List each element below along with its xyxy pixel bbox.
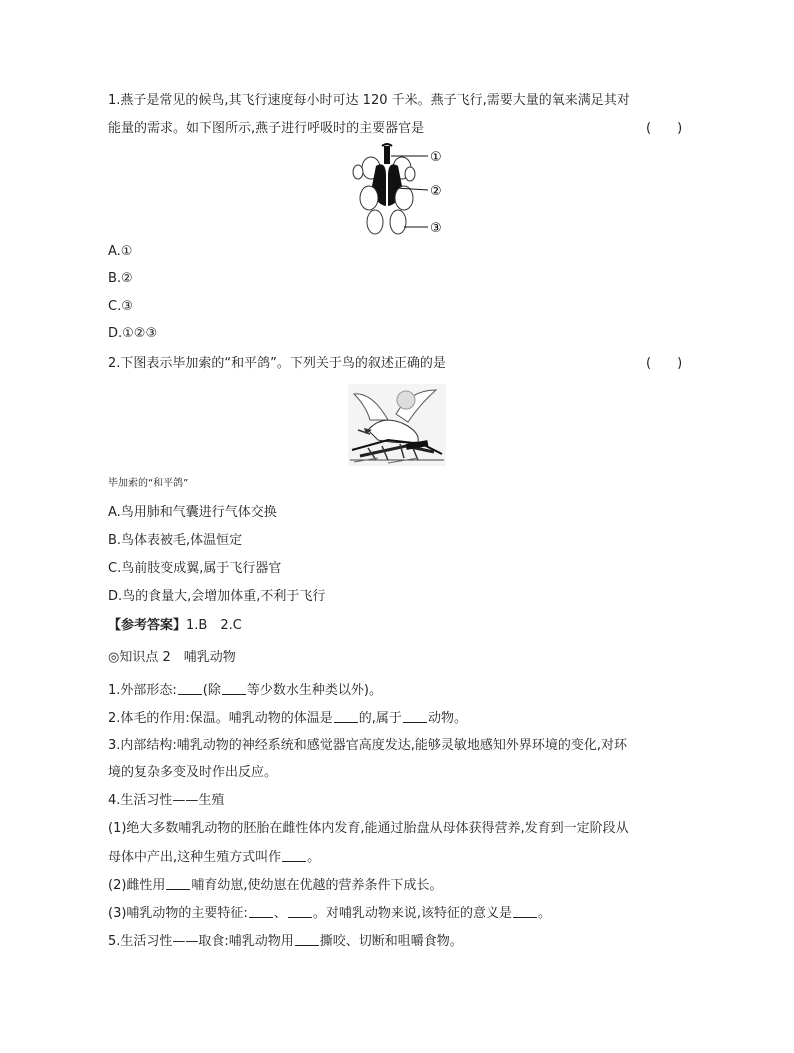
q2-option-a: A.鸟用肺和气囊进行气体交换 xyxy=(108,505,277,520)
air-sac-abdominal-right xyxy=(390,210,406,234)
item-4-2: (2)雌性用 哺育幼崽,使幼崽在优越的营养条件下成长。 xyxy=(108,878,443,893)
bird-respiratory-figure xyxy=(346,142,446,238)
q1-option-b: B.② xyxy=(108,271,133,286)
blank-4-3c[interactable] xyxy=(513,905,537,918)
blank-4-3b[interactable] xyxy=(288,905,312,918)
q1-option-d: D.①②③ xyxy=(108,326,158,341)
q1-option-c: C.③ xyxy=(108,299,133,314)
item-1: 1.外部形态: (除 等少数水生种类以外)。 xyxy=(108,683,382,698)
blank-4-2[interactable] xyxy=(166,877,190,890)
item-4-1-line1: (1)绝大多数哺乳动物的胚胎在雌性体内发育,能通过胎盘从母体获得营养,发育到一定阶段从 xyxy=(108,821,629,836)
reference-answer xyxy=(108,618,242,634)
item-4-title: 4.生活习性——生殖 xyxy=(108,793,225,808)
item-4-1-line2: 母体中产出,这种生殖方式叫作 。 xyxy=(108,850,321,865)
q2-answer-paren: ( ) xyxy=(646,356,683,371)
q1-answer-paren: ( ) xyxy=(646,121,683,136)
blank-1a[interactable] xyxy=(178,682,202,695)
item-3-line2: 境的复杂多变及时作出反应。 xyxy=(108,765,278,780)
blank-2b[interactable] xyxy=(403,710,427,723)
reference-answer-label: 【参考答案】 xyxy=(108,618,187,633)
air-sac-lower-right xyxy=(395,186,413,210)
blank-2a[interactable] xyxy=(334,710,358,723)
item-5: 5.生活习性——取食:哺乳动物用 撕咬、切断和咀嚼食物。 xyxy=(108,934,463,949)
air-sac-abdominal-left xyxy=(367,210,383,234)
q2-option-c: C.鸟前肢变成翼,属于飞行器官 xyxy=(108,561,282,576)
figure-label-3: ③ xyxy=(430,221,442,236)
figure-label-2: ② xyxy=(430,184,442,199)
air-sac-lower-left xyxy=(360,186,378,210)
item-2: 2.体毛的作用:保温。哺乳动物的体温是 的,属于 动物。 xyxy=(108,711,467,726)
q1-stem-line1: 1.燕子是常见的候鸟,其飞行速度每小时可达 120 千米。燕子飞行,需要大量的氧来满足其对 xyxy=(108,93,630,108)
item-4-3: (3)哺乳动物的主要特征: 、 。对哺乳动物来说,该特征的意义是 。 xyxy=(108,906,551,921)
q2-option-b: B.鸟体表被毛,体温恒定 xyxy=(108,533,243,548)
section-title: ◎知识点 2 哺乳动物 xyxy=(108,650,236,665)
item-3-line1: 3.内部结构:哺乳动物的神经系统和感觉器官高度发达,能够灵敏地感知外界环境的变化,对环 xyxy=(108,738,628,753)
blank-5[interactable] xyxy=(295,933,319,946)
moon-shape xyxy=(397,391,415,409)
figure-label-1: ① xyxy=(430,150,442,165)
trachea-shape xyxy=(384,146,390,164)
blank-4-1[interactable] xyxy=(282,849,306,862)
q2-option-d: D.鸟的食量大,会增加体重,不利于飞行 xyxy=(108,589,326,604)
peace-dove-figure xyxy=(348,384,446,466)
reference-answer-text: 1.B 2.C xyxy=(186,618,242,633)
q1-stem-line2: 能量的需求。如下图所示,燕子进行呼吸时的主要器官是 xyxy=(108,121,425,136)
q2-stem: 2.下图表示毕加索的“和平鸽”。下列关于鸟的叙述正确的是 xyxy=(108,356,446,371)
q2-figure-caption: 毕加索的“和平鸽” xyxy=(108,478,189,489)
q1-option-a: A.① xyxy=(108,244,133,259)
blank-1b[interactable] xyxy=(222,682,246,695)
blank-4-3a[interactable] xyxy=(249,905,273,918)
